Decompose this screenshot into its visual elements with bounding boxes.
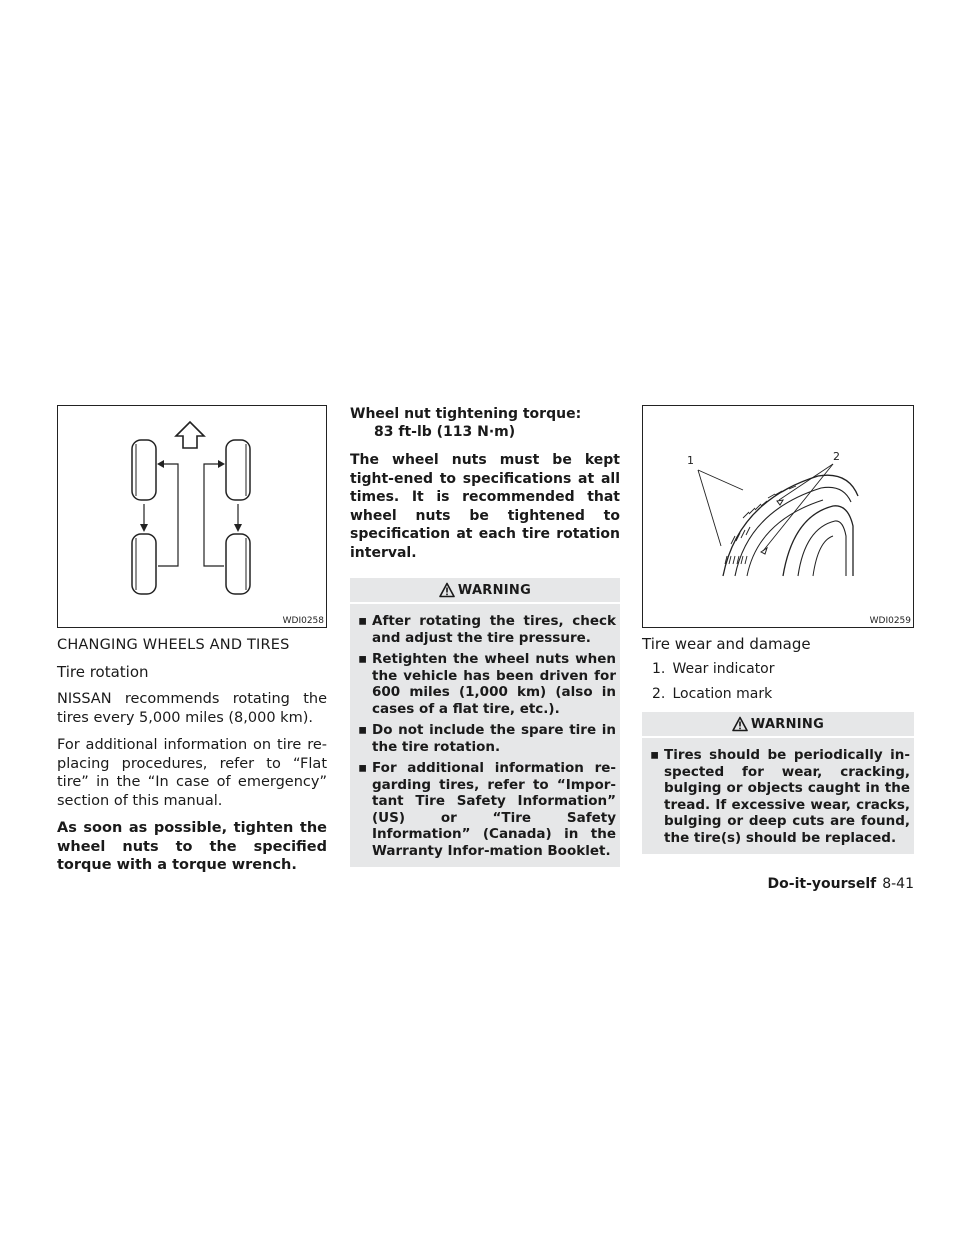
paragraph-reference: For additional information on tire re-placing procedures, refer to “Flat tire” in the “In case of emergency” section of this manual.: [57, 737, 327, 809]
legend-item: 2. Location mark: [652, 686, 773, 702]
page-footer: [768, 876, 914, 892]
figure-legend: [642, 661, 914, 702]
warning-title: WARNING: [457, 582, 532, 598]
tire-wear-figure: [642, 405, 914, 628]
warning-title: WARNING: [750, 716, 825, 732]
section-heading: CHANGING WHEELS AND TIRES: [57, 637, 290, 653]
tire-rotation-diagram: [58, 406, 326, 627]
callout-2: 2: [833, 450, 840, 463]
arrow-down-icon: [234, 524, 242, 532]
legend-item: 1. Wear indicator: [652, 661, 775, 677]
paragraph-torque-instruction: As soon as possible, tighten the wheel nuts to the specified torque with a torque wrench.: [57, 820, 327, 873]
footer-section: Do-it-yourself: [767, 876, 877, 892]
warning-header: [642, 712, 914, 738]
warning-item: ▪ Tires should be periodically in-spected for wear, cracking, bulging or objects caught in the tread. If excessive wear, cracks, bulging or deep cuts are found, the tire(s) should be replaced.: [650, 747, 910, 846]
warning-item: ▪ Do not include the spare tire in the tire rotation.: [358, 722, 616, 755]
torque-label: Wheel nut tightening torque:: [350, 406, 582, 422]
paragraph-recommendation: NISSAN recommends rotating the tires every 5,000 miles (8,000 km).: [57, 691, 327, 726]
warning-item: ▪ For additional information re-garding tires, refer to “Impor-tant Tire Safety Information” (US) or “Tire Safety Information” (Canada) in the Warranty Infor-mation Booklet.: [358, 760, 616, 859]
right-column: [642, 405, 914, 854]
figure-code: WDI0259: [869, 616, 911, 626]
warning-box-rotation: [350, 578, 620, 867]
warning-triangle-icon: [732, 716, 748, 732]
paragraph-torque-spec: The wheel nuts must be kept tight-ened to specifications at all times. It is recommended that wheel nuts be tightened to specification at each tire rotation interval.: [350, 452, 620, 561]
warning-list: [642, 738, 914, 846]
tire-wear-diagram: [643, 406, 913, 627]
warning-item: ▪ After rotating the tires, check and adjust the tire pressure.: [358, 613, 616, 646]
page-number: 8-41: [882, 876, 914, 892]
subheading-tire-rotation: Tire rotation: [57, 663, 149, 681]
left-column: [57, 405, 327, 875]
figure-code: WDI0258: [282, 616, 324, 626]
callout-1: 1: [687, 454, 694, 467]
arrow-down-icon: [140, 524, 148, 532]
warning-header: [350, 578, 620, 604]
warning-triangle-icon: [439, 582, 455, 598]
middle-column: [350, 405, 620, 867]
warning-list: [350, 604, 620, 859]
forward-arrow-icon: [176, 422, 204, 448]
warning-box-wear: [642, 712, 914, 854]
heading-tire-wear: Tire wear and damage: [642, 635, 811, 653]
arrow-left-icon: [157, 460, 164, 468]
arrow-right-icon: [218, 460, 225, 468]
tire-rotation-figure: [57, 405, 327, 628]
torque-value: 83 ft-lb (113 N·m): [374, 424, 516, 440]
warning-item: ▪ Retighten the wheel nuts when the vehicle has been driven for 600 miles (1,000 km) (also in cases of a flat tire, etc.).: [358, 651, 616, 717]
